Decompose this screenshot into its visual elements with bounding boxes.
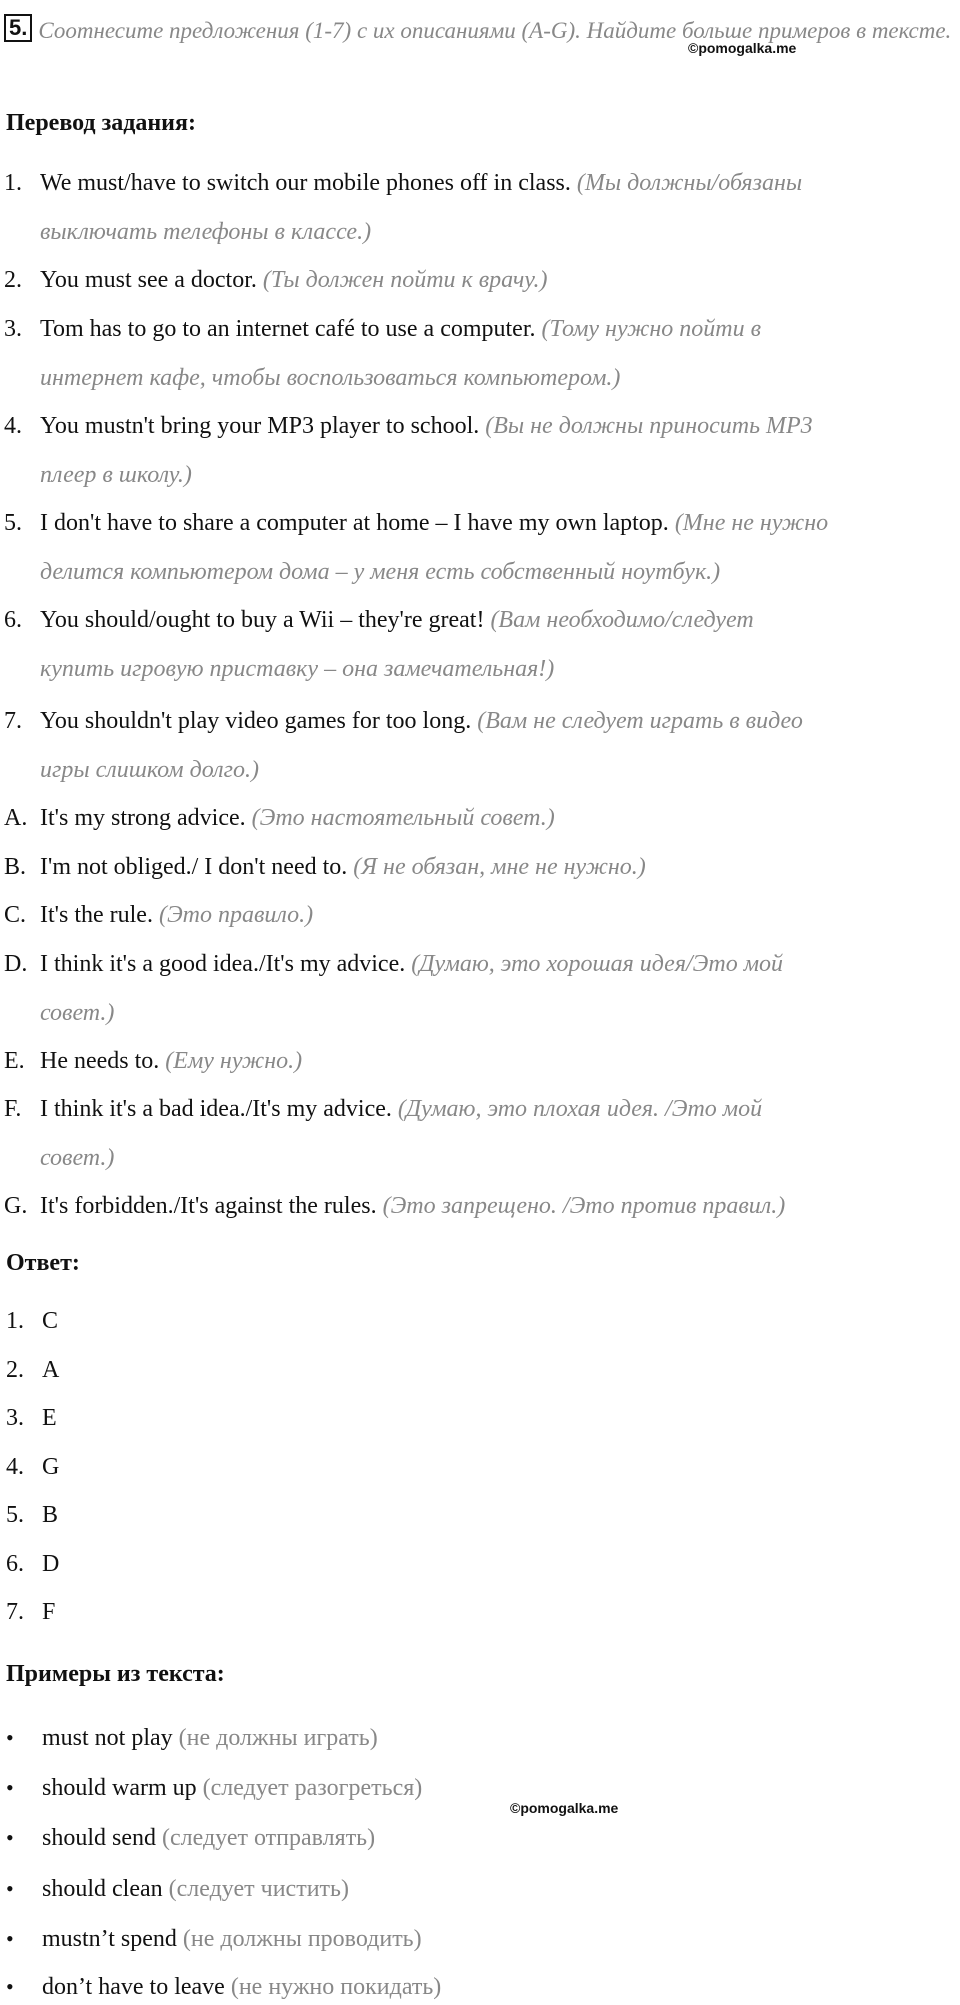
english-text: I think it's a good idea./It's my advice. (40, 951, 406, 977)
sentence-item (4, 697, 954, 795)
item-number: 6. (4, 607, 22, 633)
example-russian: (не должны играть) (178, 1725, 378, 1751)
item-number: 1. (4, 170, 22, 196)
russian-text: (Это запрещено. /Это против правил.) (382, 1193, 786, 1219)
examples-heading: Примеры из текста: (6, 1661, 225, 1687)
russian-text: (Мне не нужно (674, 510, 829, 536)
russian-text: (Вам необходимо/следует (490, 607, 754, 633)
answer-item (6, 1551, 59, 1578)
example-item (6, 1874, 349, 1904)
english-text: It's the rule. (40, 902, 153, 928)
answer-value: A (42, 1357, 60, 1383)
russian-text: (Вы не должны приносить MP3 (485, 413, 813, 439)
russian-text: (Думаю, это хорошая идея/Это мой (411, 951, 784, 977)
example-item (6, 1972, 441, 2002)
answer-number: 2. (6, 1357, 24, 1383)
item-letter: F. (4, 1096, 22, 1122)
english-text: It's forbidden./It's against the rules. (40, 1193, 377, 1219)
item-number: 5. (4, 510, 22, 536)
answer-value: E (42, 1405, 57, 1431)
answer-number: 6. (6, 1551, 24, 1577)
example-russian: (следует отправлять) (162, 1825, 376, 1851)
item-number: 7. (4, 708, 22, 734)
description-item (4, 940, 954, 1038)
english-text: You mustn't bring your MP3 player to school. (40, 413, 480, 439)
bullet-icon: • (6, 1926, 14, 1951)
answer-value: B (42, 1502, 59, 1528)
description-item (4, 1182, 954, 1231)
example-item (6, 1924, 422, 1954)
english-text: I'm not obliged./ I don't need to. (40, 854, 348, 880)
description-item (4, 843, 954, 892)
example-russian: (следует чистить) (168, 1876, 349, 1902)
item-number: 4. (4, 413, 22, 439)
item-letter: C. (4, 902, 27, 928)
example-russian: (не нужно покидать) (230, 1974, 442, 2000)
description-item (4, 1037, 954, 1086)
answer-number: 7. (6, 1599, 24, 1625)
description-item (4, 891, 954, 940)
example-item (6, 1723, 378, 1753)
english-text: Tom has to go to an internet café to use a computer. (40, 316, 536, 342)
answer-item (6, 1599, 55, 1626)
watermark: ©pomogalka.me (510, 1800, 619, 1816)
russian-text: (Я не обязан, мне не нужно.) (353, 854, 646, 880)
example-item (6, 1823, 375, 1853)
russian-text-continued: плеер в школу.) (40, 462, 192, 488)
watermark: ©pomogalka.me (688, 40, 797, 56)
answer-value: G (42, 1454, 60, 1480)
example-english: should warm up (42, 1775, 197, 1801)
russian-text: (Вам не следует играть в видео (477, 708, 803, 734)
example-russian: (не должны проводить) (182, 1926, 422, 1952)
example-english: must not play (42, 1725, 173, 1751)
answer-item (6, 1502, 58, 1529)
english-text: I don't have to share a computer at home – I have my own laptop. (40, 510, 669, 536)
item-number: 2. (4, 267, 22, 293)
russian-text: (Тому нужно пойти в (541, 316, 761, 342)
answer-number: 3. (6, 1405, 24, 1431)
english-text: He needs to. (40, 1048, 160, 1074)
answer-value: C (42, 1308, 59, 1334)
item-letter: B. (4, 854, 27, 880)
answer-value: D (42, 1551, 60, 1577)
answer-item (6, 1454, 59, 1481)
answer-heading: Ответ: (6, 1250, 80, 1276)
english-text: You shouldn't play video games for too long. (40, 708, 472, 734)
russian-text: (Думаю, это плохая идея. /Это мой (397, 1096, 763, 1122)
answer-item (6, 1308, 58, 1335)
item-letter: D. (4, 951, 28, 977)
russian-text-continued: игры слишком долго.) (40, 757, 259, 783)
bullet-icon: • (6, 1876, 14, 1901)
answer-number: 5. (6, 1502, 24, 1528)
bullet-icon: • (6, 1775, 14, 1800)
english-text: I think it's a bad idea./It's my advice. (40, 1096, 392, 1122)
example-english: don’t have to leave (42, 1974, 225, 2000)
russian-text-continued: совет.) (40, 1000, 115, 1026)
russian-text-continued: выключать телефоны в классе.) (40, 219, 372, 245)
sentence-item (4, 499, 954, 597)
english-text: You should/ought to buy a Wii – they're great! (40, 607, 485, 633)
sentence-item (4, 596, 954, 694)
sentence-item (4, 305, 954, 403)
english-text: We must/have to switch our mobile phones off in class. (40, 170, 571, 196)
answer-number: 4. (6, 1454, 24, 1480)
bullet-icon: • (6, 1974, 14, 1999)
russian-text-continued: делится компьютером дома – у меня есть собственный ноутбук.) (40, 559, 721, 585)
example-english: should clean (42, 1876, 163, 1902)
russian-text: (Ему нужно.) (165, 1048, 303, 1074)
sentence-item (4, 256, 954, 305)
item-letter: A. (4, 805, 28, 831)
english-text: You must see a doctor. (40, 267, 257, 293)
answer-item (6, 1357, 59, 1384)
answer-value: F (42, 1599, 56, 1625)
example-english: should send (42, 1825, 156, 1851)
russian-text: (Это настоятельный совет.) (251, 805, 555, 831)
task-header (4, 6, 954, 56)
answer-number: 1. (6, 1308, 24, 1334)
russian-text-continued: купить игровую приставку – она замечательная!) (40, 656, 555, 682)
example-russian: (следует разогреться) (202, 1775, 423, 1801)
item-letter: G. (4, 1193, 28, 1219)
russian-text-continued: интернет кафе, чтобы воспользоваться компьютером.) (40, 365, 621, 391)
bullet-icon: • (6, 1825, 14, 1850)
description-item (4, 1085, 954, 1183)
russian-text: (Это правило.) (158, 902, 314, 928)
item-number: 3. (4, 316, 22, 342)
item-letter: E. (4, 1048, 25, 1074)
bullet-icon: • (6, 1725, 14, 1750)
russian-text-continued: совет.) (40, 1145, 115, 1171)
example-english: mustn’t spend (42, 1926, 177, 1952)
russian-text: (Ты должен пойти к врачу.) (262, 267, 548, 293)
english-text: It's my strong advice. (40, 805, 246, 831)
sentence-item (4, 402, 954, 500)
example-item (6, 1773, 422, 1803)
task-number: 5. (4, 14, 32, 42)
translation-heading: Перевод задания: (6, 110, 196, 136)
description-item (4, 794, 954, 843)
sentence-item (4, 159, 954, 257)
task-text: Соотнесите предложения (1-7) с их описаниями (A-G). Найдите больше примеров в тексте. (38, 18, 952, 43)
answer-item (6, 1405, 57, 1432)
russian-text: (Мы должны/обязаны (576, 170, 803, 196)
